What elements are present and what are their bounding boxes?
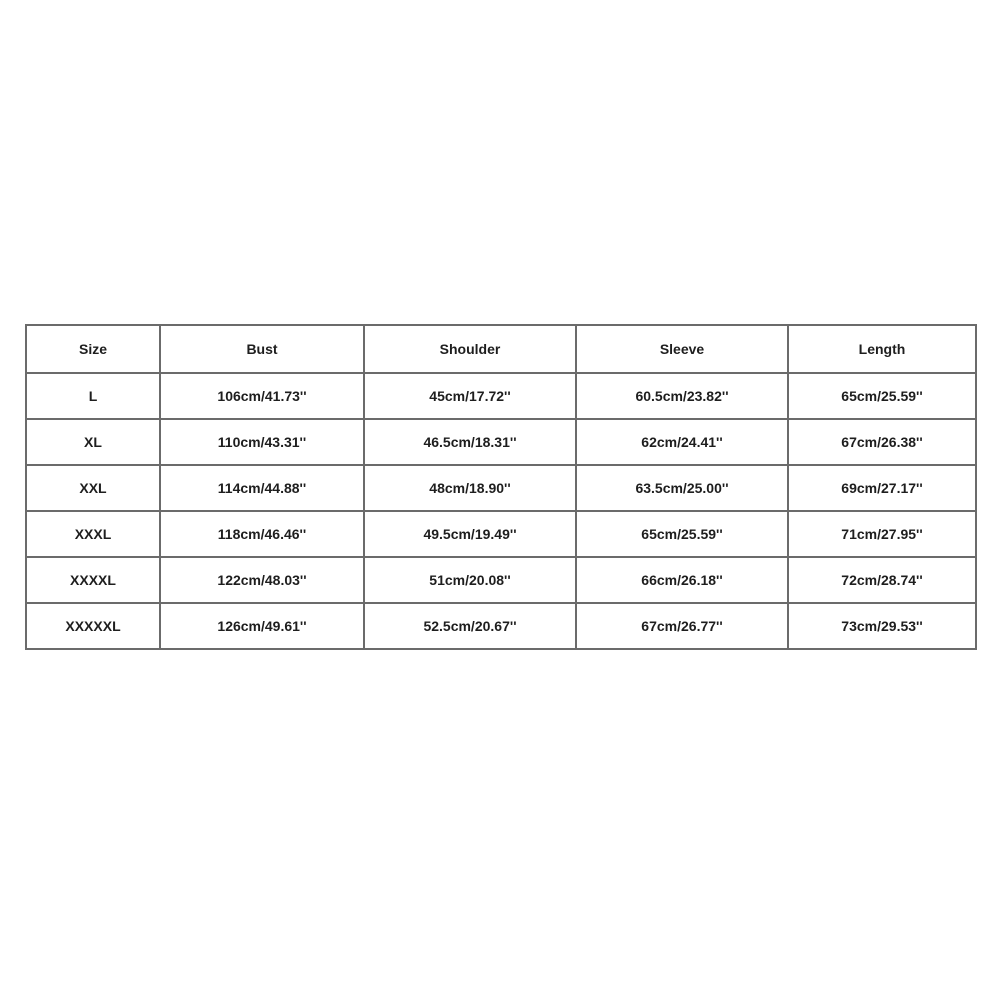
cell-shoulder: 51cm/20.08'' <box>364 557 576 603</box>
size-chart-header <box>26 325 976 373</box>
cell-size: XL <box>26 419 160 465</box>
cell-shoulder: 45cm/17.72'' <box>364 373 576 419</box>
cell-bust: 118cm/46.46'' <box>160 511 364 557</box>
header-shoulder: Shoulder <box>364 325 576 373</box>
cell-sleeve: 66cm/26.18'' <box>576 557 788 603</box>
cell-sleeve: 67cm/26.77'' <box>576 603 788 649</box>
cell-size: XXXXXL <box>26 603 160 649</box>
cell-shoulder: 46.5cm/18.31'' <box>364 419 576 465</box>
size-chart-body <box>26 373 976 649</box>
cell-length: 73cm/29.53'' <box>788 603 976 649</box>
header-size: Size <box>26 325 160 373</box>
table-row <box>26 511 976 557</box>
cell-sleeve: 63.5cm/25.00'' <box>576 465 788 511</box>
cell-size: XXXL <box>26 511 160 557</box>
size-chart-table <box>25 324 977 650</box>
cell-bust: 110cm/43.31'' <box>160 419 364 465</box>
table-row <box>26 557 976 603</box>
table-row <box>26 603 976 649</box>
cell-length: 67cm/26.38'' <box>788 419 976 465</box>
cell-bust: 106cm/41.73'' <box>160 373 364 419</box>
table-row <box>26 419 976 465</box>
cell-bust: 114cm/44.88'' <box>160 465 364 511</box>
cell-sleeve: 62cm/24.41'' <box>576 419 788 465</box>
header-sleeve: Sleeve <box>576 325 788 373</box>
cell-length: 71cm/27.95'' <box>788 511 976 557</box>
header-length: Length <box>788 325 976 373</box>
cell-shoulder: 49.5cm/19.49'' <box>364 511 576 557</box>
cell-bust: 122cm/48.03'' <box>160 557 364 603</box>
table-row <box>26 373 976 419</box>
cell-bust: 126cm/49.61'' <box>160 603 364 649</box>
cell-size: L <box>26 373 160 419</box>
cell-size: XXL <box>26 465 160 511</box>
cell-size: XXXXL <box>26 557 160 603</box>
cell-sleeve: 65cm/25.59'' <box>576 511 788 557</box>
cell-shoulder: 48cm/18.90'' <box>364 465 576 511</box>
header-row <box>26 325 976 373</box>
cell-length: 72cm/28.74'' <box>788 557 976 603</box>
header-bust: Bust <box>160 325 364 373</box>
cell-shoulder: 52.5cm/20.67'' <box>364 603 576 649</box>
cell-sleeve: 60.5cm/23.82'' <box>576 373 788 419</box>
table-row <box>26 465 976 511</box>
cell-length: 69cm/27.17'' <box>788 465 976 511</box>
cell-length: 65cm/25.59'' <box>788 373 976 419</box>
